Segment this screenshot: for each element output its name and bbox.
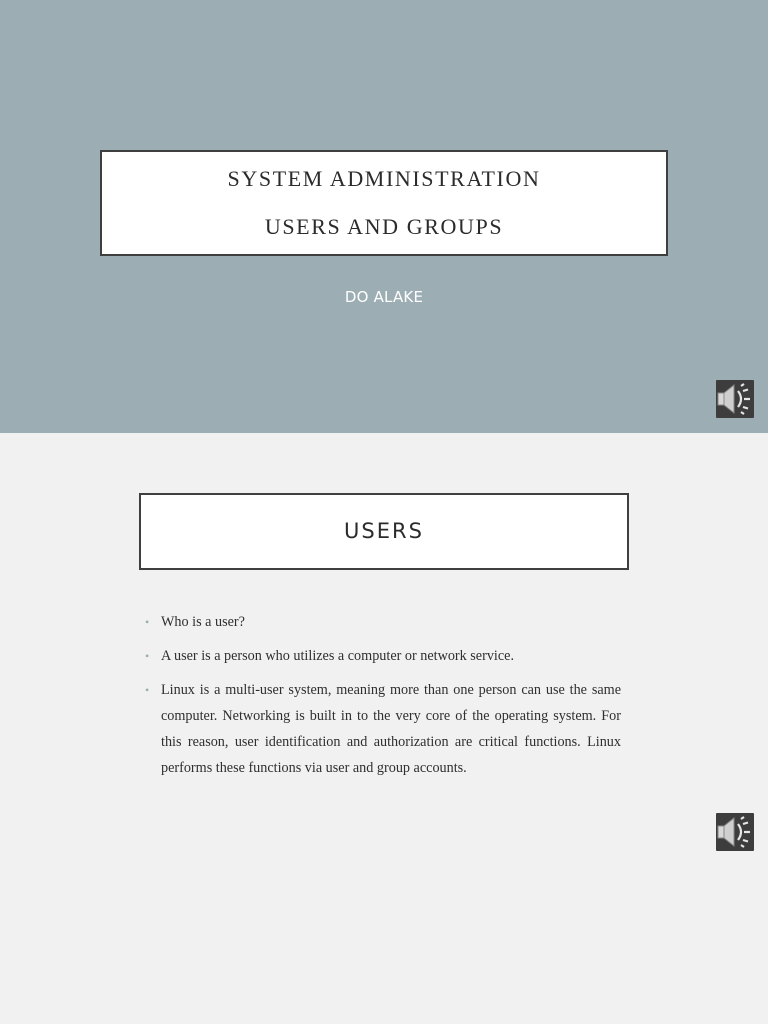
- list-item: [145, 609, 621, 635]
- slide-heading: USERS: [344, 519, 424, 543]
- title-slide: [0, 0, 768, 433]
- slide-subtitle: DO ALAKE: [344, 288, 424, 306]
- slide-title-line-2: USERS AND GROUPS: [264, 214, 504, 239]
- heading-box: [139, 493, 629, 570]
- bullet-marker: •: [145, 615, 150, 629]
- bullet-list: [145, 609, 621, 789]
- bullet-text: Who is a user?: [161, 614, 245, 630]
- bullet-text: A user is a person who utilizes a computer or network service.: [161, 648, 515, 664]
- bullet-text: Linux is a multi-user system, meaning more than one person can use the same computer. Networking is built in to the very core of the operating system. For this reason, user identification and authorization are critical functions. Linux performs these functions via user and group accounts.: [161, 682, 621, 776]
- title-box: [100, 150, 668, 256]
- speaker-icon[interactable]: [716, 380, 754, 418]
- slide-title-line-1: SYSTEM ADMINISTRATION: [227, 166, 541, 191]
- speaker-icon[interactable]: [716, 813, 754, 851]
- bullet-marker: •: [145, 683, 150, 697]
- list-item: [145, 643, 621, 669]
- list-item: [145, 677, 621, 781]
- bullet-marker: •: [145, 649, 150, 663]
- content-slide: [0, 433, 768, 1024]
